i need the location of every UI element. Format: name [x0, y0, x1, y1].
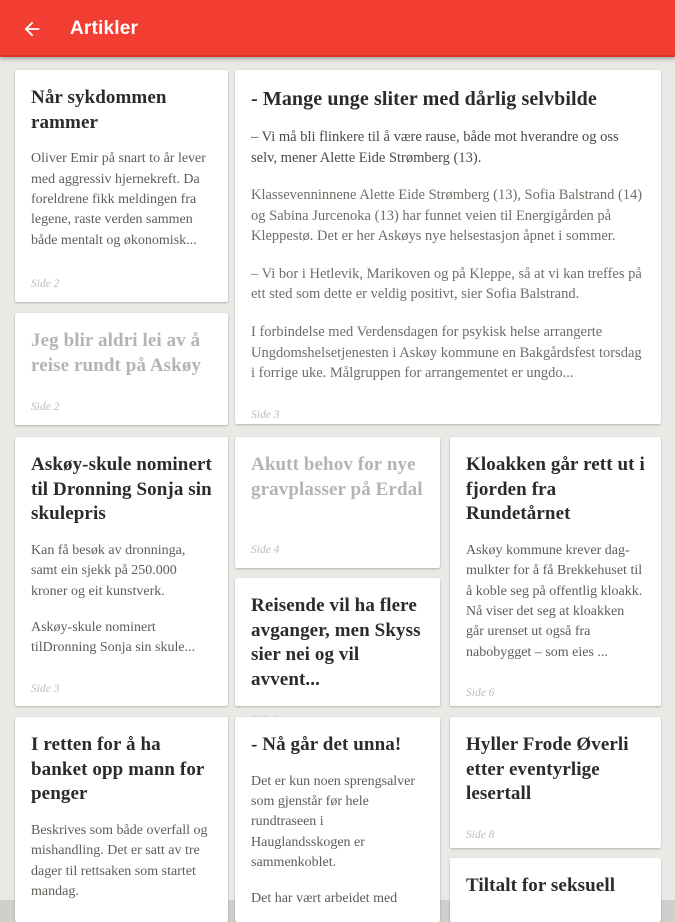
article-card-reisende-vil-ha-flere[interactable] [235, 578, 440, 706]
article-page-label: Side 8 [466, 829, 495, 842]
article-page-label: Side 2 [31, 278, 60, 290]
article-title: Askøy-skule nominert til Dronning Sonja sin skulepris [31, 454, 212, 525]
article-excerpt: I forbindelse med Verdensdagen for psykisk helse arrangerte Ungdomshelsetjenesten i Askøy kommune en Bakgårdsfest torsdag i forrige uke. Målgruppen for arrangementet er ungdo... [251, 324, 642, 382]
article-excerpt: Det er kun noen sprengsalver som gjenstår før hele rundtraseen i Hauglandsskogen er sammenkoblet. [251, 773, 416, 870]
article-title: Reisende vil ha flere avganger, men Skyss sier nei og vil avvent... [251, 595, 421, 691]
article-excerpt: – Vi bor i Hetlevik, Marikoven og på Kleppe, så at vi kan treffes på ett sted som dette er veldig positivt, sier Sofia Balstrand. [251, 265, 642, 303]
article-lead: – Vi må bli flinkere til å være rause, både mot hverandre og oss selv, mener Alette Eide Strømberg (13). [251, 129, 619, 166]
article-card-mange-unge-sliter[interactable] [235, 70, 661, 424]
article-card-nar-sykdommen-rammer[interactable] [15, 70, 228, 302]
article-card-akutt-behov-gravplasser[interactable] [235, 437, 440, 568]
article-page-label: Side 6 [466, 686, 495, 699]
article-title: - Mange unge sliter med dårlig selvbilde [251, 88, 597, 110]
article-title: - Nå går det unna! [251, 734, 402, 755]
article-excerpt: Askøy kommune krever dag-mulkter for å få Brekkehuset til å koble seg på offentlig kloakk. Nå viser det seg at kloakken går urenset ut også fra nabobygget – som eies ... [466, 543, 643, 660]
article-excerpt: Det har vært arbeidet med [251, 891, 398, 907]
article-page-label: Side 2 [31, 401, 60, 413]
article-excerpt: Oliver Emir på snart to år lever med aggressiv hjernekreft. Da foreldrene fikk meldingen fra legene, raste verden sammen både mentalt og økonomisk... [31, 151, 206, 248]
article-title: Kloakken går rett ut i fjorden fra Rundetårnet [466, 454, 645, 525]
arrow-left-icon [21, 18, 43, 40]
article-card-i-retten-banket-opp[interactable] [15, 717, 228, 922]
app-bar [0, 0, 675, 57]
page-title: Artikler [70, 17, 139, 39]
article-lead: Kan få besøk av dronninga, samt ein sjekk på 250.000 kroner og eit kunstverk. [31, 543, 186, 599]
article-page-label: Side 4 [251, 544, 280, 556]
article-page-label: Side 3 [251, 408, 280, 421]
article-excerpt: Klassevenninnene Alette Eide Strømberg (13), Sofia Balstrand (14) og Sabina Jurcenoka (13) har funnet veien til Energigården på Kleppestø. Det er her Askøys nye helsestasjon åpnet i sommer. [251, 187, 643, 245]
article-title: Tiltalt for seksuell [466, 875, 616, 896]
article-title: I retten for å ha banket opp mann for penger [31, 734, 205, 805]
article-card-jeg-blir-aldri-lei[interactable] [15, 313, 228, 425]
article-card-tiltalt-for-seksuell[interactable] [450, 858, 661, 922]
article-title: Jeg blir aldri lei av å reise rundt på Askøy [31, 330, 202, 376]
article-excerpt: Beskrives som både overfall og mishandling. Det er satt av tre dager til rettsaken som startet mandag. [31, 823, 208, 899]
article-card-askoy-skule-nominert[interactable] [15, 437, 228, 706]
article-excerpt: Askøy-skule nominert tilDronning Sonja sin skule... [31, 619, 196, 656]
article-title: Akutt behov for nye gravplasser på Erdal [251, 454, 423, 500]
article-title: Når sykdommen rammer [31, 87, 167, 133]
article-card-na-gar-det-unna[interactable] [235, 717, 440, 922]
article-page-label: Side 3 [31, 682, 60, 695]
article-title: Hyller Frode Øverli etter eventyrlige lesertall [466, 734, 629, 805]
article-card-hyller-frode-overli[interactable] [450, 717, 661, 848]
article-card-kloakken-gar-rett-ut[interactable] [450, 437, 661, 706]
back-button[interactable] [8, 5, 56, 53]
